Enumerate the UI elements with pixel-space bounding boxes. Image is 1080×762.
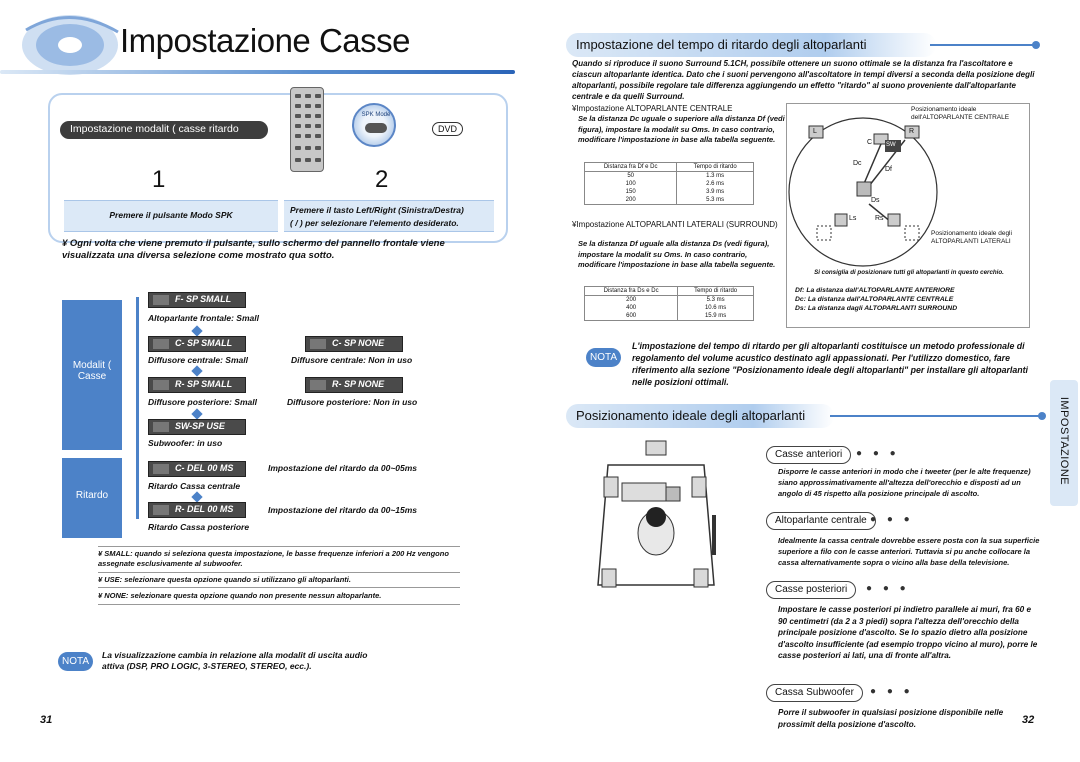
table2-cell: 15.9 ms <box>678 312 754 321</box>
divider <box>98 572 460 573</box>
table1-cell: 150 <box>585 188 677 196</box>
arrow-down-icon <box>191 408 202 419</box>
caption-center-none: Diffusore centrale: Non in uso <box>291 355 413 365</box>
spk-mode-button-icon <box>352 103 396 147</box>
caption-c-delay-range: Impostazione del ritardo da 00~05ms <box>268 463 418 473</box>
center-heading: ¥Impostazione ALTOPARLANTE CENTRALE <box>572 104 733 113</box>
arrow-down-icon <box>191 365 202 376</box>
caption-center-small: Diffusore centrale: Small <box>148 355 248 365</box>
table1-header-1: Tempo di ritardo <box>677 163 754 172</box>
divider <box>98 587 460 588</box>
label-L: L <box>813 128 817 135</box>
diagram-legend <box>795 286 1025 313</box>
step-1-number: 1 <box>152 166 166 193</box>
mode-pill: Impostazione modalit ( casse ritardo <box>60 121 268 139</box>
legend-dc: Dc: La distanza dall'ALTOPARLANTE CENTRALE <box>795 296 954 303</box>
display-f-sp-small <box>148 292 246 308</box>
note-small: ¥ SMALL: quando si seleziona questa impostazione, le basse frequenze inferiori a 200 Hz vengono assegnate esclusivamente al subwoofer. <box>98 549 449 568</box>
table2-cell: 400 <box>585 304 678 312</box>
table1-cell: 100 <box>585 180 677 188</box>
label-Dc: Dc <box>853 160 862 167</box>
subwoofer-text: Porre il subwoofer in qualsiasi posizione disponibile nelle prossimit della posizione d'ascolto. <box>778 708 1004 729</box>
display-r-sp-none-text: R- SP NONE <box>332 379 385 389</box>
display-c-sp-none <box>305 336 403 352</box>
caption-rear-delay: Ritardo Cassa posteriore <box>148 522 250 532</box>
table1-header-0: Distanza fra Df e Dc <box>585 163 677 172</box>
nota-badge: NOTA <box>58 652 93 671</box>
dvd-mark: DVD <box>432 122 463 136</box>
dots-icon: ● ● ● <box>870 686 914 697</box>
dots-icon: ● ● ● <box>870 514 914 525</box>
front-text: Disporre le casse anteriori in modo che i tweeter (per le alte frequenze) siano approssimativamente all'altezza dell'orecchio e disposti ad un angolo di 45 rispetto alla posizione principale di ascolto. <box>778 467 1031 498</box>
step-2-number: 2 <box>375 166 389 193</box>
display-c-del <box>148 461 246 477</box>
head-line <box>930 44 1035 46</box>
display-r-sp-small <box>148 377 246 393</box>
step-2-instruction <box>284 200 494 232</box>
table1-cell: 200 <box>585 196 677 205</box>
remote-control-icon <box>290 87 324 172</box>
lateral-heading: ¥Impostazione ALTOPARLANTI LATERALI (SURROUND) <box>572 220 778 229</box>
caption-sub: Subwoofer: in uso <box>148 438 223 448</box>
display-c-sp-none-text: C- SP NONE <box>332 338 385 348</box>
center-delay-table <box>584 162 754 205</box>
display-sw-sp-use <box>148 419 246 435</box>
room-layout-illustration-icon <box>596 437 716 595</box>
table1-cell: 50 <box>585 172 677 181</box>
caption-rear-none: Diffusore posteriore: Non in uso <box>287 397 418 407</box>
note-none: ¥ NONE: selezionare questa opzione quando non presente nessun altoparlante. <box>98 591 382 600</box>
side-tab <box>1050 380 1078 506</box>
chain-connector <box>136 297 139 519</box>
step-1-instruction: Premere il pulsante Modo SPK <box>64 200 278 232</box>
delay-side-block <box>62 458 122 538</box>
step-2-line-2: ( / ) per selezionare l'elemento desiderato. <box>290 218 459 228</box>
note-use: ¥ USE: selezionare questa opzione quando si utilizzano gli altoparlanti. <box>98 575 351 584</box>
dots-icon: ● ● ● <box>856 448 900 459</box>
section-head-position: Posizionamento ideale degli altoparlanti <box>566 404 834 428</box>
table2-cell: 5.3 ms <box>678 296 754 305</box>
label-Ls: Ls <box>849 215 857 222</box>
divider <box>98 546 460 547</box>
caption-front: Altoparlante frontale: Small <box>148 313 259 323</box>
subhead-subwoofer: Cassa Subwoofer <box>766 684 863 702</box>
head-dot-icon <box>1032 41 1040 49</box>
display-c-sp-small <box>148 336 246 352</box>
table1-cell: 3.9 ms <box>677 188 754 196</box>
label-Rs: Rs <box>875 215 884 222</box>
display-r-del <box>148 502 246 518</box>
label-Df: Df <box>885 166 892 173</box>
label-C: C <box>867 139 873 146</box>
page-title: Impostazione Casse <box>120 22 410 59</box>
title-underline <box>0 70 515 74</box>
nota-delay-text: L'impostazione del tempo di ritardo per gli altoparlanti costituisce un metodo professionale di regolamento del volume acustico destinato agli appassionati. Per l'utilizzo domestico, fare riferimento alla sezione "Posizionamento ideale degli altoparlanti" per installare gli altoparlanti nelle posizioni ottimali. <box>632 341 1028 387</box>
display-r-sp-none <box>305 377 403 393</box>
lateral-text: Se la distanza Df uguale alla distanza Ds (vedi figura), impostare la modalit su Oms. In caso contrario, modificare l'impostazione in base alla tabella seguente. <box>578 239 776 269</box>
table2-cell: 10.6 ms <box>678 304 754 312</box>
subhead-rear: Casse posteriori <box>766 581 856 599</box>
side-tab-label: IMPOSTAZIONE <box>1058 396 1070 486</box>
display-f-sp-small-text: F- SP SMALL <box>175 294 232 304</box>
label-Ds: Ds <box>871 197 880 204</box>
spk-mode-label: SPK Mode <box>361 112 391 118</box>
nota-text: La visualizzazione cambia in relazione alla modalit di uscita audio attiva (DSP, PRO LOGIC, 3-STEREO, STEREO, ecc.). <box>102 650 368 671</box>
divider <box>98 604 460 605</box>
diagram-side-label: Posizionamento ideale degli ALTOPARLANTI LATERALI <box>931 230 1012 245</box>
display-r-del-text: R- DEL 00 MS <box>175 504 234 514</box>
arrow-down-icon <box>191 491 202 502</box>
label-SW: SW <box>886 142 896 148</box>
subhead-front: Casse anteriori <box>766 446 851 464</box>
lateral-delay-table <box>584 286 754 321</box>
table2-header-0: Distanza fra Ds e Dc <box>585 287 678 296</box>
arrow-down-icon <box>191 325 202 336</box>
press-note: ¥ Ogni volta che viene premuto il pulsante, sullo schermo del pannello frontale viene visualizzata una diversa selezione come mostrato qua sotto. <box>62 238 445 261</box>
display-c-del-text: C- DEL 00 MS <box>175 463 234 473</box>
mode-side-block <box>62 300 122 450</box>
circle-note: Si consiglia di posizionare tutti gli altoparlanti in questo cerchio. <box>814 269 1004 276</box>
rear-text: Impostare le casse posteriori pi indietro parallele ai muri, fra 60 e 90 centimetri (da 2 a 3 piedi) sopra l'altezza dell'orecchio della principale posizione d'ascolto. Se lo spazio dietro alla posizione d'ascolto insufficiente (ad esempio troppo vicino al muro), porre le casse posteriori ai lati, una di fronte all'altra. <box>778 605 1038 660</box>
speaker-layout-diagram <box>786 103 1030 328</box>
caption-r-delay-range: Impostazione del ritardo da 00~15ms <box>268 505 418 515</box>
table2-cell: 600 <box>585 312 678 321</box>
legend-df: Df: La distanza dall'ALTOPARLANTE ANTERIORE <box>795 287 955 294</box>
caption-center-delay: Ritardo Cassa centrale <box>148 481 241 491</box>
delay-side-label: Ritardo <box>75 490 109 501</box>
delay-intro: Quando si riproduce il suono Surround 5.1CH, possibile ottenere un suono ottimale se la distanza fra l'ascoltatore e ciascun altoparlante identica. Dato che i suoni pervengono all'ascoltatore in tempi diversi a seconda della posizione degli altoparlanti, possibile regolare tale differenza aggiungendo un effetto "ritardo" al suono proveniente dall'altoparlante centrale e da quelli Surround. <box>572 59 1035 101</box>
label-R: R <box>909 128 915 135</box>
page-number-left: 31 <box>40 714 53 726</box>
table2-cell: 200 <box>585 296 678 305</box>
page-number-right: 32 <box>1022 714 1035 726</box>
display-r-sp-small-text: R- SP SMALL <box>175 379 233 389</box>
center-position-text: Idealmente la cassa centrale dovrebbe essere posta con la sua superficie superiore a filo con le casse anteriori. Tuttavia si pu anche collocare la cassa alternativamente sopra o vicino alla base della televisione. <box>778 536 1040 567</box>
step-2-line-1: Premere il tasto Left/Right (Sinistra/Destra) <box>290 205 464 215</box>
subhead-center: Altoparlante centrale <box>766 512 876 530</box>
nota-badge: NOTA <box>586 348 621 367</box>
table1-cell: 5.3 ms <box>677 196 754 205</box>
center-text: Se la distanza Dc uguale o superiore alla distanza Df (vedi figura), impostare la modalit su Oms. In caso contrario, modificare l'impostazione in base alla tabella seguente. <box>578 114 785 144</box>
head-dot-icon <box>1038 412 1046 420</box>
legend-ds: Ds: La distanza dagli ALTOPARLANTI SURROUND <box>795 305 958 312</box>
display-sw-sp-use-text: SW-SP USE <box>175 421 225 431</box>
head-line <box>830 415 1042 417</box>
caption-rear-small: Diffusore posteriore: Small <box>148 397 257 407</box>
section-head-delay: Impostazione del tempo di ritardo degli altoparlanti <box>566 33 936 57</box>
table1-cell: 2.6 ms <box>677 180 754 188</box>
dots-icon: ● ● ● <box>866 583 910 594</box>
diagram-top-label: Posizionamento ideale dell'ALTOPARLANTE CENTRALE <box>911 106 1010 121</box>
table2-header-1: Tempo di ritardo <box>678 287 754 296</box>
table1-cell: 1.3 ms <box>677 172 754 181</box>
display-c-sp-small-text: C- SP SMALL <box>175 338 233 348</box>
mode-side-label: Modalit ( Casse <box>72 360 112 382</box>
